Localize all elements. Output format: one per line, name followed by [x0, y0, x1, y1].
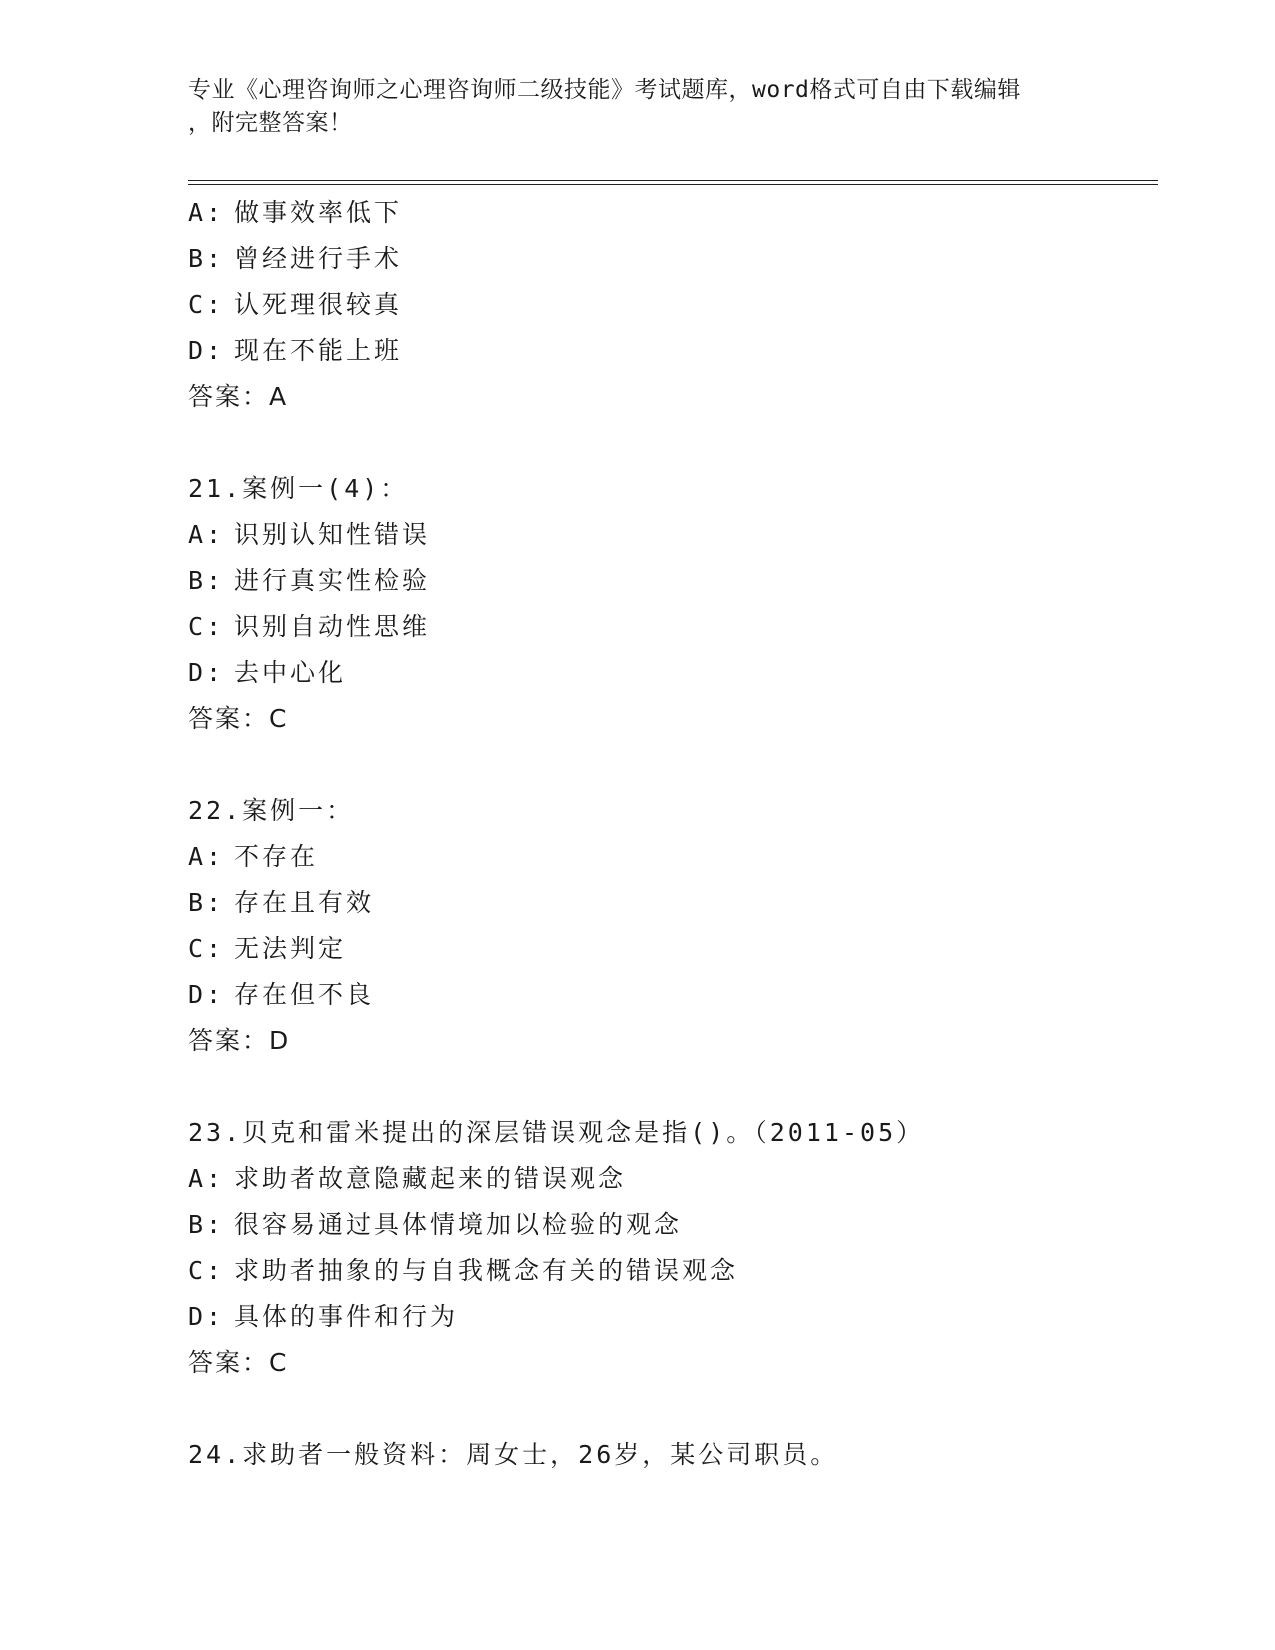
question-block-23 [188, 1110, 1158, 1386]
question-block-22 [188, 788, 1158, 1064]
question-block-24 [188, 1432, 1158, 1478]
option-b: B: 进行真实性检验 [188, 566, 431, 595]
option-b: B: 存在且有效 [188, 888, 375, 917]
option-a: A: 做事效率低下 [188, 198, 403, 227]
answer-line: 答案：A [188, 382, 289, 411]
option-c: C: 求助者抽象的与自我概念有关的错误观念 [188, 1256, 739, 1285]
option-a: A: 求助者故意隐藏起来的错误观念 [188, 1164, 627, 1193]
option-b: B: 很容易通过具体情境加以检验的观念 [188, 1210, 683, 1239]
option-d: D: 现在不能上班 [188, 336, 403, 365]
option-a: A: 识别认知性错误 [188, 520, 431, 549]
option-b: B: 曾经进行手术 [188, 244, 403, 273]
answer-line: 答案：D [188, 1026, 291, 1055]
question-text: 24.求助者一般资料：周女士，26岁，某公司职员。 [188, 1440, 839, 1469]
question-text: 23.贝克和雷米提出的深层错误观念是指()。（2011-05） [188, 1118, 925, 1147]
document-header [188, 74, 1088, 140]
question-list [188, 190, 1158, 1478]
header-line-1: 专业《心理咨询师之心理咨询师二级技能》考试题库，word格式可自由下载编辑 [188, 77, 1021, 103]
header-line-2: ，附完整答案！ [188, 110, 353, 136]
question-text: 21.案例一(4)： [188, 474, 409, 503]
option-c: C: 无法判定 [188, 934, 347, 963]
option-a: A: 不存在 [188, 842, 319, 871]
question-block-21 [188, 466, 1158, 742]
question-text: 22.案例一： [188, 796, 355, 825]
question-block-20 [188, 190, 1158, 420]
option-d: D: 具体的事件和行为 [188, 1302, 459, 1331]
answer-line: 答案：C [188, 1348, 289, 1377]
header-divider [188, 180, 1158, 185]
option-d: D: 去中心化 [188, 658, 347, 687]
answer-line: 答案：C [188, 704, 289, 733]
option-d: D: 存在但不良 [188, 980, 375, 1009]
option-c: C: 认死理很较真 [188, 290, 403, 319]
option-c: C: 识别自动性思维 [188, 612, 431, 641]
